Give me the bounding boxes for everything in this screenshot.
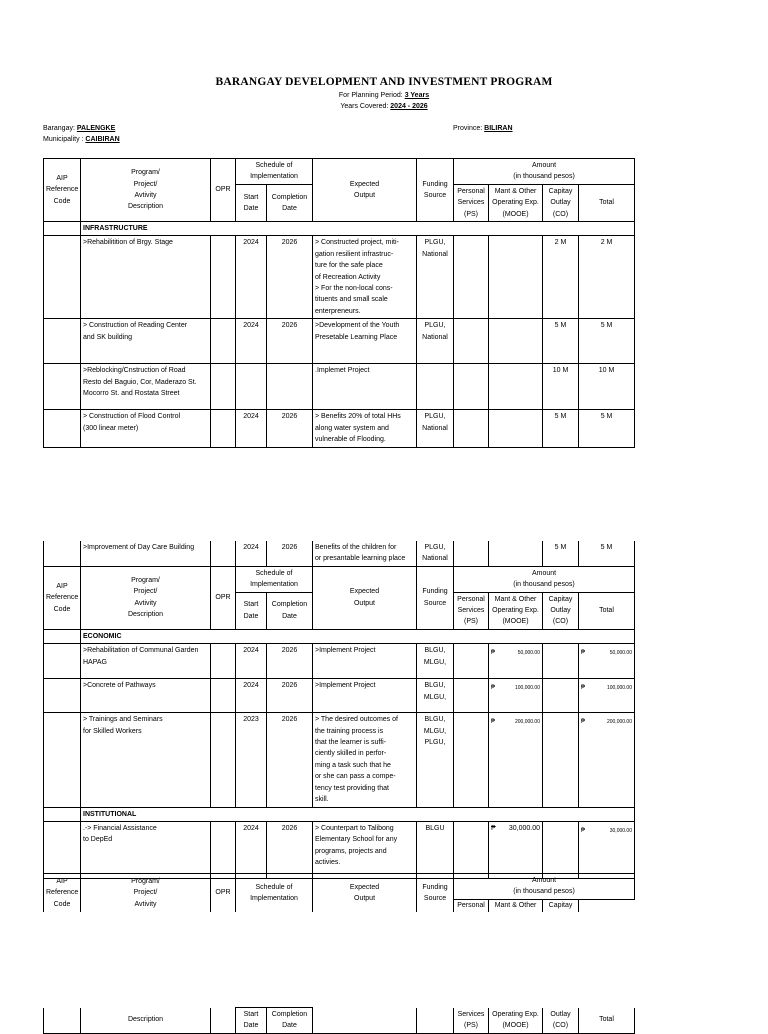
funding-source: PLGU, National <box>417 410 454 447</box>
section-economic: ECONOMIC <box>81 629 635 643</box>
section-row <box>44 807 635 821</box>
program-description: >Rehabilitition of Brgy. Stage <box>81 236 211 319</box>
program-description: > Trainings and Seminars for Skilled Workers <box>81 713 211 807</box>
peso-sign: ₱ <box>491 719 496 726</box>
header-co: Capitay Outlay (CO) <box>543 184 579 221</box>
section-institutional: INSTITUTIONAL <box>81 807 635 821</box>
header-funding-source: Funding Source <box>417 566 454 629</box>
capital-outlay: 2 M <box>543 236 579 319</box>
peso-sign: ₱ <box>581 650 586 657</box>
header-start-date: Start Date <box>236 592 267 629</box>
municipality-label: Municipality : <box>43 136 84 143</box>
municipality-value: CAIBIRAN <box>85 136 120 143</box>
expected-output: > Counterpart to Talibong Elementary School for any programs, projects and activies. <box>313 821 417 878</box>
section-row <box>44 222 635 236</box>
header-opr: OPR <box>211 566 236 629</box>
funding-source: BLGU, MLGU, <box>417 679 454 713</box>
peso-sign: ₱ <box>581 685 586 692</box>
mooe-value: 30,000.00 <box>508 824 540 832</box>
header-completion-date: Completion Date <box>267 592 313 629</box>
investment-table-economic <box>43 541 635 879</box>
table-row <box>44 236 635 319</box>
expected-output: > The desired outcomes of the training process is that the learner is suffi- ciently skilled in perfor- ming a task such that he or she can pass a compe- tency test providing that skill. <box>313 713 417 807</box>
total-amount: 10 M <box>579 364 635 410</box>
header-completion-date: Completion Date <box>267 184 313 221</box>
planning-period-label: For Planning Period: <box>338 92 403 99</box>
table-row <box>44 541 635 566</box>
header-schedule: Schedule of Implementation <box>236 159 313 185</box>
table-row <box>44 364 635 410</box>
planning-period <box>0 92 768 99</box>
mooe-value: 100,000.00 <box>514 685 540 692</box>
years-covered-value: 2024 - 2026 <box>390 103 428 110</box>
header-mooe: Mant & Other <box>489 899 543 912</box>
start-date: 2024 <box>236 644 267 679</box>
table-row <box>44 679 635 713</box>
funding-source: PLGU, National <box>417 319 454 364</box>
expected-output: >Development of the Youth Presetable Learning Place <box>313 319 417 364</box>
header-mooe: Operating Exp. (MOOE) <box>489 1008 543 1034</box>
table-row <box>44 821 635 878</box>
start-date: 2023 <box>236 713 267 807</box>
completion-date: 2026 <box>267 319 313 364</box>
table-row <box>44 644 635 679</box>
mooe-amount <box>489 821 543 878</box>
province-field <box>453 125 513 132</box>
total-amount <box>579 821 635 878</box>
header-co: Capitay <box>543 899 579 912</box>
table-row <box>44 713 635 807</box>
completion-date: 2026 <box>267 410 313 447</box>
total-value: 30,000.00 <box>609 827 632 834</box>
investment-table-bottom-fragment <box>43 1007 635 1034</box>
header-aip: AIP Reference Code <box>44 566 81 629</box>
program-description: >Improvement of Day Care Building <box>81 541 211 566</box>
start-date <box>236 364 267 410</box>
program-description: > Construction of Reading Center and SK building <box>81 319 211 364</box>
program-description: >Concrete of Pathways <box>81 679 211 713</box>
expected-output: Benefits of the children for or presantable learning place <box>313 541 417 566</box>
expected-output: > Benefits 20% of total HHs along water system and vulnerable of Flooding. <box>313 410 417 447</box>
header-funding-source: Funding Source <box>417 159 454 222</box>
header-mooe: Mant & Other Operating Exp. (MOOE) <box>489 184 543 221</box>
header-schedule: Schedule of Implementation <box>236 874 313 912</box>
province-label: Province: <box>453 125 483 132</box>
funding-source: PLGU, National <box>417 236 454 319</box>
document-title: BARANGAY DEVELOPMENT AND INVESTMENT PROGRAM <box>215 76 553 88</box>
mooe-amount <box>489 644 543 679</box>
peso-sign: ₱ <box>581 719 586 726</box>
program-description: >Reblocking/Cnstruction of Road Resto del Baguio, Cor, Maderazo St. Mocorro St. and Rostata Street <box>81 364 211 410</box>
program-description: .-> Financial Assistance to DepEd <box>81 821 211 878</box>
total-amount: 5 M <box>579 319 635 364</box>
header-total: Total <box>579 1008 635 1034</box>
completion-date: 2026 <box>267 541 313 566</box>
header-program: Program/ Project/ Avtivity Description <box>81 566 211 629</box>
start-date: 2024 <box>236 319 267 364</box>
completion-date: 2026 <box>267 679 313 713</box>
total-value: 200,000.00 <box>606 719 632 726</box>
header-aip: AIP Reference Code <box>44 159 81 222</box>
barangay-value: PALENGKE <box>76 125 116 132</box>
header-ps: Personal <box>454 899 489 912</box>
completion-date: 2026 <box>267 236 313 319</box>
header-co: Capitay Outlay (CO) <box>543 592 579 629</box>
header-mooe: Mant & Other Operating Exp. (MOOE) <box>489 592 543 629</box>
header-start-date: Start Date <box>236 184 267 221</box>
province-value: BILIRAN <box>484 125 513 132</box>
planning-period-value: 3 Years <box>404 92 430 99</box>
program-description: > Construction of Flood Control (300 linear meter) <box>81 410 211 447</box>
program-description: >Rehabilitation of Communal Garden HAPAG <box>81 644 211 679</box>
peso-sign: ₱ <box>581 827 586 834</box>
capital-outlay: 5 M <box>543 319 579 364</box>
expected-output: >Implement Project <box>313 679 417 713</box>
start-date: 2024 <box>236 410 267 447</box>
header-ps: Services (PS) <box>454 1008 489 1034</box>
table-row <box>44 410 635 447</box>
table-header <box>44 1008 635 1034</box>
header-ps: Personal Services (PS) <box>454 592 489 629</box>
capital-outlay: 5 M <box>543 541 579 566</box>
funding-source: BLGU, MLGU, <box>417 644 454 679</box>
table-row <box>44 319 635 364</box>
municipality-field <box>43 136 120 143</box>
table-header <box>44 159 635 222</box>
funding-source <box>417 364 454 410</box>
table-header <box>44 874 635 912</box>
header-expected-output: Expected Output <box>313 159 417 222</box>
expected-output: .Implemet Project <box>313 364 417 410</box>
total-amount: 5 M <box>579 410 635 447</box>
header-program: Program/ Project/ Avtivity Description <box>81 159 211 222</box>
header-opr: OPR <box>211 159 236 222</box>
capital-outlay: 10 M <box>543 364 579 410</box>
section-row <box>44 629 635 643</box>
header-co: Outlay (CO) <box>543 1008 579 1034</box>
start-date: 2024 <box>236 236 267 319</box>
completion-date <box>267 364 313 410</box>
header-program: Program/ Project/ Avtivity <box>81 874 211 912</box>
header-ps: Personal Services (PS) <box>454 184 489 221</box>
funding-source: BLGU <box>417 821 454 878</box>
total-amount <box>579 679 635 713</box>
total-value: 100,000.00 <box>606 685 632 692</box>
years-covered <box>0 103 768 110</box>
investment-table-header-fragment <box>43 873 635 912</box>
start-date: 2024 <box>236 679 267 713</box>
total-amount <box>579 713 635 807</box>
total-value: 50,000.00 <box>609 650 632 657</box>
header-start-date: Start Date <box>236 1008 267 1034</box>
header-completion-date: Completion Date <box>267 1008 313 1034</box>
peso-sign: ₱ <box>491 650 496 657</box>
header-expected-output: Expected Output <box>313 566 417 629</box>
start-date: 2024 <box>236 541 267 566</box>
years-covered-label: Years Covered: <box>340 103 389 110</box>
header-funding-source: Funding Source <box>417 874 454 912</box>
total-amount: 5 M <box>579 541 635 566</box>
header-schedule: Schedule of Implementation <box>236 566 313 592</box>
header-amount: Amount (in thousand pesos) <box>454 159 635 185</box>
expected-output: > Constructed project, miti- gation resilient infrastruc- ture for the safe place of Recreation Activity > For the non-local cons- tituents and small scale enterpreneurs. <box>313 236 417 319</box>
header-amount: Amount (in thousand pesos) <box>454 566 635 592</box>
table-header <box>44 566 635 629</box>
header-opr: OPR <box>211 874 236 912</box>
mooe-amount <box>489 679 543 713</box>
header-aip: AIP Reference Code <box>44 874 81 912</box>
header-program-description: Description <box>81 1008 211 1034</box>
header-total: Total <box>579 592 635 629</box>
header-total: Total <box>579 184 635 221</box>
mooe-value: 200,000.00 <box>514 719 540 726</box>
total-amount <box>579 644 635 679</box>
peso-sign: ₱ <box>491 685 496 692</box>
header-amount: Amount (in thousand pesos) <box>454 874 635 900</box>
funding-source: PLGU, National <box>417 541 454 566</box>
section-infrastructure: INFRASTRUCTURE <box>81 222 635 236</box>
peso-sign: ₱ <box>491 824 496 832</box>
barangay-label: Barangay: <box>43 125 75 132</box>
completion-date: 2026 <box>267 713 313 807</box>
mooe-value: 50,000.00 <box>517 650 540 657</box>
barangay-field <box>43 125 115 132</box>
capital-outlay: 5 M <box>543 410 579 447</box>
funding-source: BLGU, MLGU, PLGU, <box>417 713 454 807</box>
completion-date: 2026 <box>267 644 313 679</box>
completion-date: 2026 <box>267 821 313 878</box>
header-expected-output: Expected Output <box>313 874 417 912</box>
mooe-amount <box>489 713 543 807</box>
total-amount: 2 M <box>579 236 635 319</box>
investment-table-infrastructure <box>43 158 635 448</box>
expected-output: >Implement Project <box>313 644 417 679</box>
start-date: 2024 <box>236 821 267 878</box>
